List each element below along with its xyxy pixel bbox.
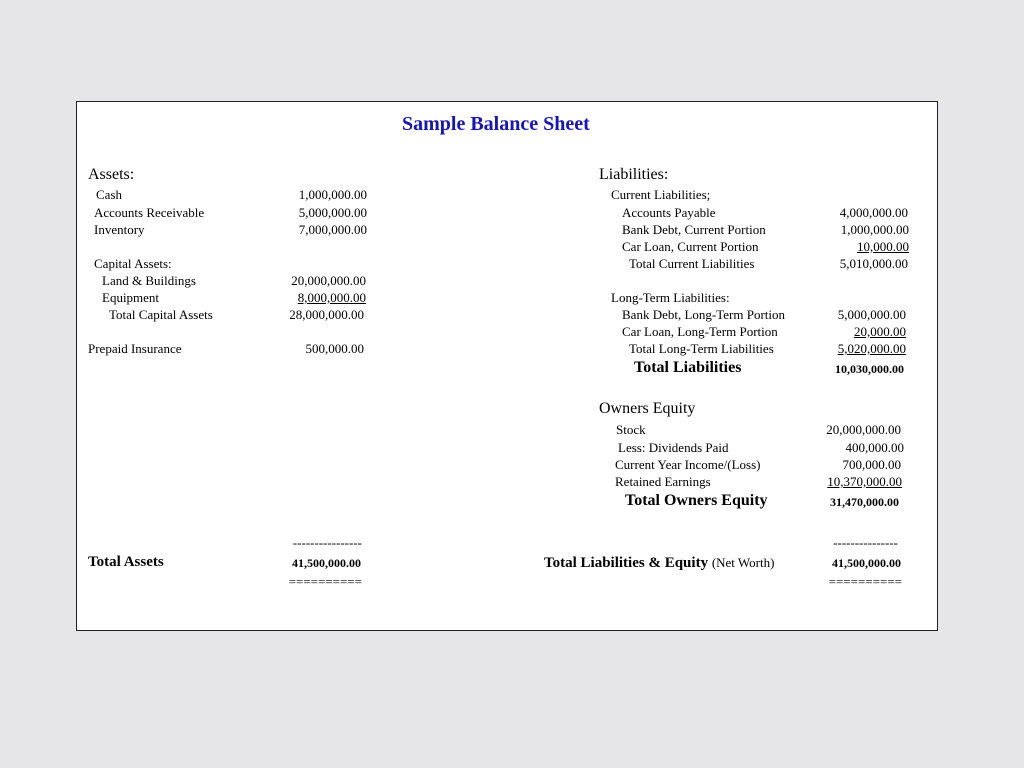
- capital-assets-heading: Capital Assets:: [94, 256, 172, 271]
- bank-debt-current-value: 1,000,000.00: [840, 222, 909, 237]
- bank-debt-longterm-value: 5,000,000.00: [837, 307, 906, 322]
- dividends-value: 400,000.00: [845, 440, 904, 455]
- total-owners-equity-value: 31,470,000.00: [830, 495, 899, 509]
- grand-total-double-line: ==========: [828, 574, 902, 589]
- car-loan-longterm-value-cell: [767, 324, 906, 339]
- car-loan-current-value: 10,000.00: [857, 239, 909, 254]
- total-liabilities-label: Total Liabilities: [634, 359, 742, 376]
- inventory-label: Inventory: [94, 222, 145, 237]
- total-assets-label: Total Assets: [88, 554, 164, 570]
- accounts-payable-label: Accounts Payable: [622, 205, 716, 220]
- long-term-liabilities-heading: Long-Term Liabilities:: [611, 290, 730, 305]
- total-longterm-liabilities-value: 5,020,000.00: [837, 341, 906, 356]
- car-loan-current-label: Car Loan, Current Portion: [622, 239, 759, 254]
- liabilities-heading: Liabilities:: [599, 166, 669, 183]
- retained-earnings-value-cell: [767, 474, 902, 489]
- balance-sheet-document: [76, 101, 938, 631]
- assets-dash-line: ----------------: [292, 535, 362, 550]
- land-buildings-label: Land & Buildings: [102, 273, 196, 288]
- total-assets-value: 41,500,000.00: [292, 556, 361, 570]
- net-worth-note: (Net Worth): [711, 555, 775, 570]
- inventory-value: 7,000,000.00: [298, 222, 367, 237]
- car-loan-longterm-value: 20,000.00: [854, 324, 906, 339]
- total-owners-equity-label: Total Owners Equity: [625, 492, 768, 509]
- accounts-receivable-label: Accounts Receivable: [94, 205, 205, 220]
- prepaid-insurance-label: Prepaid Insurance: [88, 341, 182, 356]
- total-longterm-liabilities-value-cell: [767, 341, 906, 356]
- total-liabilities-value: 10,030,000.00: [835, 362, 904, 376]
- total-longterm-liabilities-label: Total Long-Term Liabilities: [629, 341, 774, 356]
- total-capital-assets-label: Total Capital Assets: [109, 307, 213, 322]
- current-liabilities-heading: Current Liabilities;: [611, 187, 711, 202]
- current-year-income-label: Current Year Income/(Loss): [615, 457, 761, 472]
- cash-value: 1,000,000.00: [298, 187, 367, 202]
- total-current-liabilities-value: 5,010,000.00: [839, 256, 908, 271]
- total-liabilities-equity-row: [544, 554, 774, 572]
- stock-value: 20,000,000.00: [826, 422, 901, 437]
- grand-total-dash-line: ---------------: [833, 535, 898, 550]
- retained-earnings-value: 10,370,000.00: [827, 474, 902, 489]
- equipment-value-cell: [227, 290, 366, 305]
- accounts-receivable-value: 5,000,000.00: [298, 205, 367, 220]
- current-year-income-value: 700,000.00: [842, 457, 901, 472]
- stock-label: Stock: [616, 422, 646, 437]
- bank-debt-longterm-label: Bank Debt, Long-Term Portion: [622, 307, 786, 322]
- bank-debt-current-label: Bank Debt, Current Portion: [622, 222, 766, 237]
- assets-double-line: ==========: [288, 574, 362, 589]
- equipment-value: 8,000,000.00: [297, 290, 366, 305]
- prepaid-insurance-value: 500,000.00: [305, 341, 364, 356]
- assets-heading: Assets:: [88, 166, 135, 183]
- owners-equity-heading: Owners Equity: [599, 400, 696, 417]
- retained-earnings-label: Retained Earnings: [615, 474, 711, 489]
- dividends-label: Less: Dividends Paid: [618, 440, 729, 455]
- total-liabilities-equity-value: 41,500,000.00: [832, 556, 901, 570]
- accounts-payable-value: 4,000,000.00: [839, 205, 908, 220]
- car-loan-longterm-label: Car Loan, Long-Term Portion: [622, 324, 778, 339]
- land-buildings-value: 20,000,000.00: [291, 273, 366, 288]
- total-liabilities-equity-label: Total Liabilities & Equity: [544, 555, 709, 571]
- document-title: Sample Balance Sheet: [402, 113, 590, 135]
- equipment-label: Equipment: [102, 290, 160, 305]
- total-current-liabilities-label: Total Current Liabilities: [629, 256, 755, 271]
- total-capital-assets-value: 28,000,000.00: [289, 307, 364, 322]
- cash-label: Cash: [96, 187, 122, 202]
- car-loan-current-value-cell: [767, 239, 909, 254]
